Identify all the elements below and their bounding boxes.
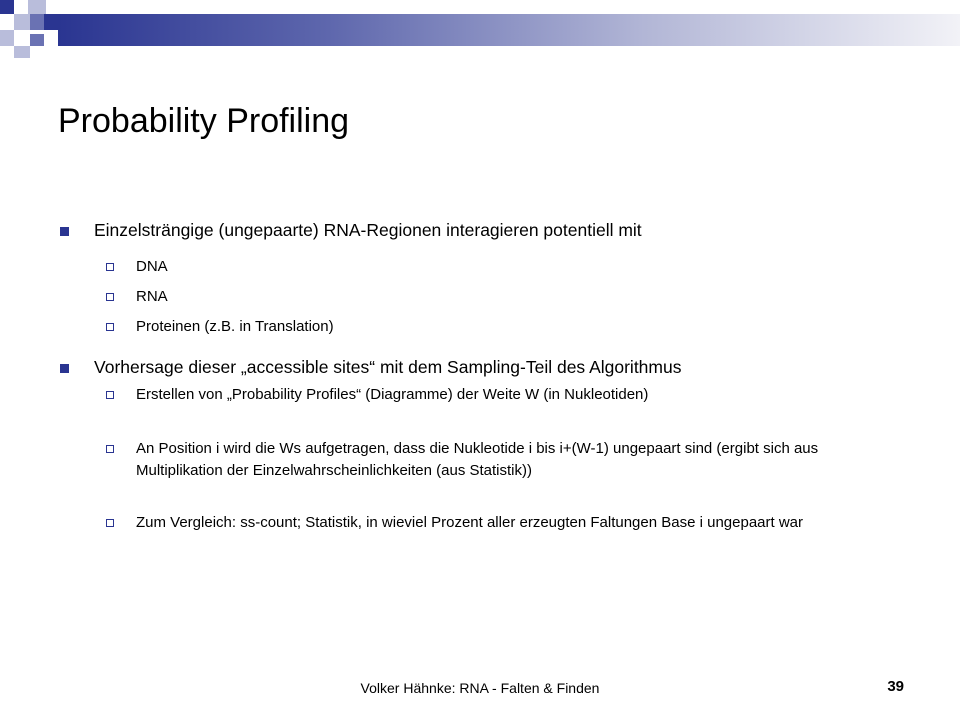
header-gradient-bar bbox=[58, 14, 960, 46]
sub-bullet-item bbox=[62, 256, 168, 278]
sub-bullet-text: An Position i wird die Ws aufgetragen, dass die Nukleotide i bis i+(W-1) ungepaart sind (ergibt sich aus Multiplikation der Einzelwahrscheinlichkeiten (aus Statistik)) bbox=[136, 440, 819, 479]
bullet-item bbox=[62, 355, 681, 379]
deco-square bbox=[14, 14, 30, 30]
deco-square bbox=[30, 14, 44, 30]
deco-square bbox=[0, 0, 14, 14]
sub-bullet-item bbox=[62, 438, 862, 482]
sub-bullet-text: Proteinen (z.B. in Translation) bbox=[136, 318, 334, 335]
hollow-square-bullet-icon bbox=[106, 391, 114, 399]
page-number: 39 bbox=[887, 678, 904, 695]
sub-bullet-text: DNA bbox=[136, 258, 168, 275]
hollow-square-bullet-icon bbox=[106, 445, 114, 453]
sub-bullet-item bbox=[62, 286, 168, 308]
bullet-text: Einzelsträngige (ungepaarte) RNA-Regionen interagieren potentiell mit bbox=[94, 220, 642, 240]
header-decoration bbox=[0, 0, 960, 60]
deco-square bbox=[14, 46, 30, 58]
square-bullet-icon bbox=[60, 364, 69, 373]
sub-bullet-item bbox=[62, 512, 862, 534]
deco-square bbox=[44, 14, 58, 30]
footer-text: Volker Hähnke: RNA - Falten & Finden bbox=[360, 680, 600, 696]
hollow-square-bullet-icon bbox=[106, 519, 114, 527]
sub-bullet-item bbox=[62, 316, 334, 338]
sub-bullet-text: Zum Vergleich: ss-count; Statistik, in wieviel Prozent aller erzeugten Faltungen Base i ungepaart war bbox=[136, 514, 804, 531]
deco-square bbox=[30, 34, 44, 46]
slide-title: Probability Profiling bbox=[58, 102, 350, 140]
sub-bullet-text: Erstellen von „Probability Profiles“ (Diagramme) der Weite W (in Nukleotiden) bbox=[136, 386, 649, 403]
bullet-text: Vorhersage dieser „accessible sites“ mit dem Sampling-Teil des Algorithmus bbox=[94, 357, 682, 377]
bullet-item bbox=[62, 218, 642, 242]
hollow-square-bullet-icon bbox=[106, 293, 114, 301]
hollow-square-bullet-icon bbox=[106, 263, 114, 271]
sub-bullet-text: RNA bbox=[136, 288, 168, 305]
sub-bullet-item bbox=[62, 384, 648, 406]
deco-square bbox=[0, 30, 14, 46]
square-bullet-icon bbox=[60, 227, 69, 236]
deco-square bbox=[28, 0, 46, 14]
hollow-square-bullet-icon bbox=[106, 323, 114, 331]
